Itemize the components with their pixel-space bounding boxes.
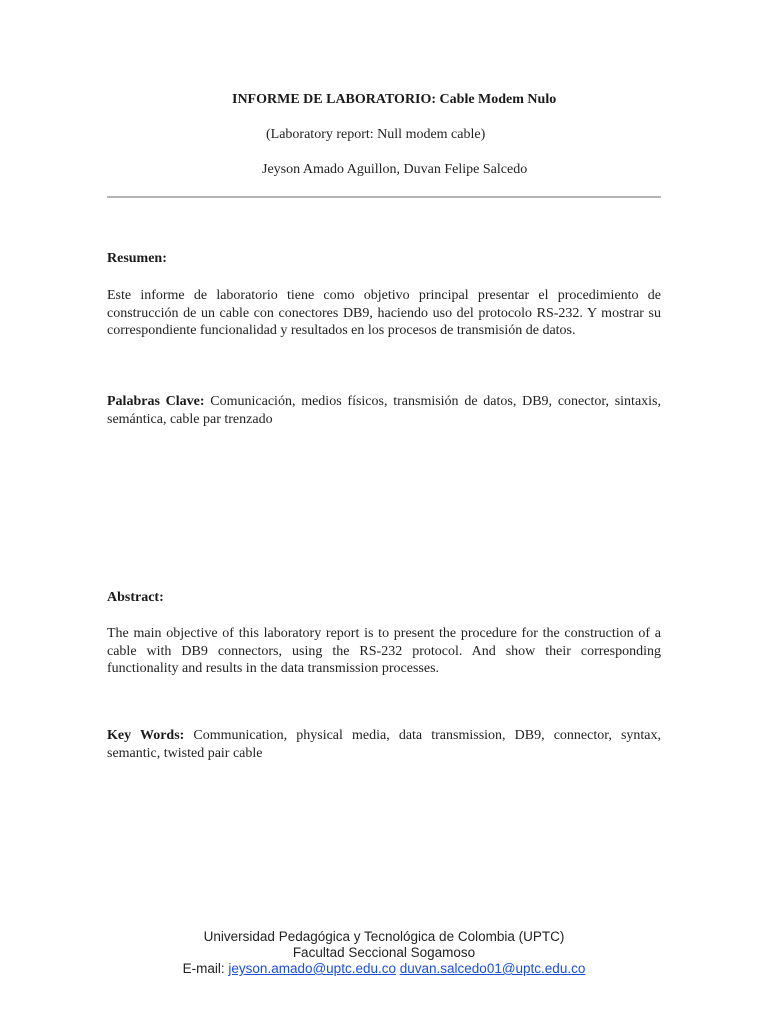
resumen-heading: Resumen: bbox=[107, 251, 167, 266]
document-authors: Jeyson Amado Aguillon, Duvan Felipe Salcedo bbox=[262, 162, 528, 177]
footer-faculty: Facultad Seccional Sogamoso bbox=[292, 945, 476, 960]
footer-university: Universidad Pedagógica y Tecnológica de Colombia (UPTC) bbox=[203, 929, 565, 944]
email-link-jeyson[interactable]: jeyson.amado@uptc.edu.co bbox=[228, 961, 396, 976]
abstract-heading: Abstract: bbox=[107, 590, 164, 605]
footer-email-label: E-mail: bbox=[182, 961, 225, 976]
palabras-clave-label: Palabras Clave: bbox=[107, 394, 205, 409]
horizontal-rule bbox=[107, 196, 661, 198]
footer-email-line bbox=[0, 961, 768, 977]
key-words-paragraph bbox=[107, 727, 661, 762]
abstract-body: The main objective of this laboratory report is to present the procedure for the construction of a cable with DB9 connectors, using the RS-232 protocol. And show their corresponding functionality and results in the data transmission processes. bbox=[107, 626, 661, 676]
email-link-duvan[interactable]: duvan.salcedo01@uptc.edu.co bbox=[399, 961, 586, 976]
page-footer bbox=[0, 929, 768, 977]
document-subtitle: (Laboratory report: Null modem cable) bbox=[266, 127, 486, 142]
palabras-clave-paragraph bbox=[107, 393, 661, 428]
key-words-label: Key Words: bbox=[107, 728, 185, 743]
document-title: INFORME DE LABORATORIO: Cable Modem Nulo bbox=[232, 92, 557, 107]
palabras-clave-text: Comunicación, medios físicos, transmisión de datos, DB9, conector, sintaxis, semántica, cable par trenzado bbox=[107, 394, 661, 427]
resumen-body: Este informe de laboratorio tiene como objetivo principal presentar el procedimiento de construcción de un cable con conectores DB9, haciendo uso del protocolo RS-232. Y mostrar su correspondiente funcionalidad y resultados en los procesos de transmisión de datos. bbox=[107, 288, 661, 338]
key-words-text: Communication, physical media, data transmission, DB9, connector, syntax, semantic, twisted pair cable bbox=[107, 728, 661, 761]
